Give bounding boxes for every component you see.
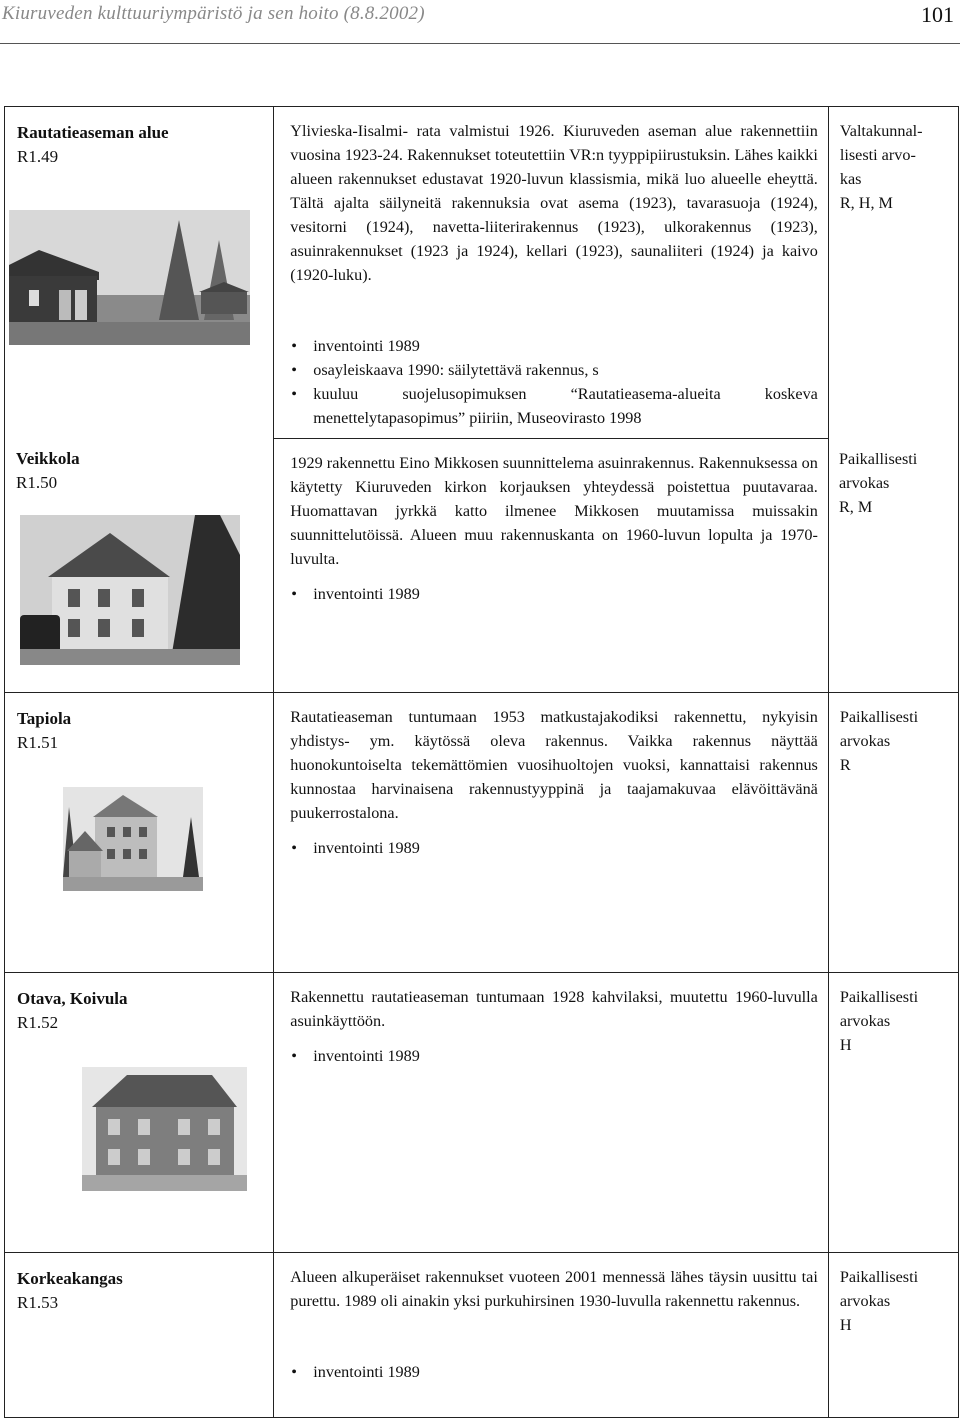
notes-list [274,582,828,606]
description-cell [274,973,829,1253]
site-photo [82,1067,247,1191]
value-classification: Paikallisesti arvokas H [839,1268,919,1334]
list-item: • inventointi 1989 [291,839,420,857]
heritage-table [4,106,959,1418]
value-cell [828,973,958,1253]
site-name: Rautatieaseman alue [17,123,169,142]
notes-list [274,334,828,430]
value-classification: Paikallisesti arvokas R [839,708,919,774]
description-cell [274,1253,829,1418]
description-cell [274,107,829,439]
site-name: Otava, Koivula [17,989,128,1008]
site-cell [5,1253,274,1418]
site-code: R1.50 [16,473,58,492]
value-cell [828,693,958,973]
site-cell [5,693,274,973]
site-description: 1929 rakennettu Eino Mikkosen suunnittelema asuinrakennus. Rakennuksessa on käytetty Kiuruveden kirkon korjauksen yhteydessä poistettua puutavaraa. Huomattavan jyrkkä katto ilmenee Mikkosen muutamissa muissakin suunnittelutöissä. Alueen muu rakennuskanta on 1960-luvun lopulta ja 1970-luvulta. [290,454,818,568]
list-item: • inventointi 1989 [291,585,420,603]
value-classification: Paikallisesti arvokas R, M [839,450,918,516]
site-name: Tapiola [17,709,72,728]
notes-list [274,1044,828,1068]
description-cell [274,439,829,693]
table-row [5,1253,959,1418]
site-name: Veikkola [16,449,80,468]
site-description: Ylivieska-Iisalmi- rata valmistui 1926. Kiuruveden aseman alue rakennettiin vuosina 1923-24. Rakennukset toteutettiin VR:n tyyppipiirustuksin. Lähes kaikki alueen rakennukset edustavat 1920-luvun klassismia, mikä luo alueelle eheyttä. Tältä ajalta säilyneitä rakennuksia ovat asema (1923), tavarasuoja (1924), vesitorni (1924), navetta-liiterirakennus (1923), ulkorakennus (1923), asuinrakennukset (1923 ja 1924), kellari (1923), saunaliiteri (1924) ja kaivo (1920-luku). [290,122,818,284]
site-code: R1.52 [17,1013,59,1032]
site-code: R1.53 [17,1293,59,1312]
description-cell [274,693,829,973]
document-title: Kiuruveden kulttuuriympäristö ja sen hoito (8.8.2002) [2,3,425,24]
table-row [5,973,959,1253]
table-row [5,693,959,973]
page-header [0,0,960,44]
list-item: • kuuluu suojelusopimuksen “Rautatieasema-alueita koskeva menettelytapasopimus” piiriin, Museovirasto 1998 [291,385,818,427]
site-description: Alueen alkuperäiset rakennukset vuoteen 2001 mennessä lähes täysin uusittu tai purettu. 1989 oli ainakin yksi purkuhirsinen 1930-luvulla rakennettu rakennus. [290,1268,818,1310]
site-description: Rautatieaseman tuntumaan 1953 matkustajakodiksi rakennettu, nykyisin yhdistys- ym. käytössä oleva rakennus. Vaikka rakennus näyttää huonokuntoiselta tekemättömien vuosihuoltojen vuoksi, kannattaisi rakennus kunnostaa harvinaisena rakennustyyppinä ja taajamakuvaa elävöittävänä puukerrostalona. [290,708,818,822]
site-label-block [16,447,80,495]
list-item: • inventointi 1989 [291,1047,420,1065]
list-item: • inventointi 1989 [291,337,420,355]
table-row [5,107,959,439]
notes-list [274,1360,828,1384]
site-code: R1.49 [17,147,59,166]
site-code: R1.51 [17,733,59,752]
site-photo [63,787,203,891]
site-photo [9,210,250,345]
header-rule [0,43,960,44]
list-item: • osayleiskaava 1990: säilytettävä rakennus, s [291,361,599,379]
list-item: • inventointi 1989 [291,1363,420,1381]
value-classification: Valtakunnal- lisesti arvo- kas R, H, M [839,122,923,212]
site-description: Rakennettu rautatieaseman tuntumaan 1928 kahvilaksi, muutettu 1960-luvulla asuinkäyttöön. [290,988,818,1030]
site-photo [20,515,240,665]
notes-list [274,836,828,860]
site-cell [5,973,274,1253]
value-cell [828,1253,958,1418]
value-classification: Paikallisesti arvokas H [839,988,919,1054]
value-cell [828,107,958,693]
page-number: 101 [921,2,954,27]
site-name: Korkeakangas [17,1269,123,1288]
